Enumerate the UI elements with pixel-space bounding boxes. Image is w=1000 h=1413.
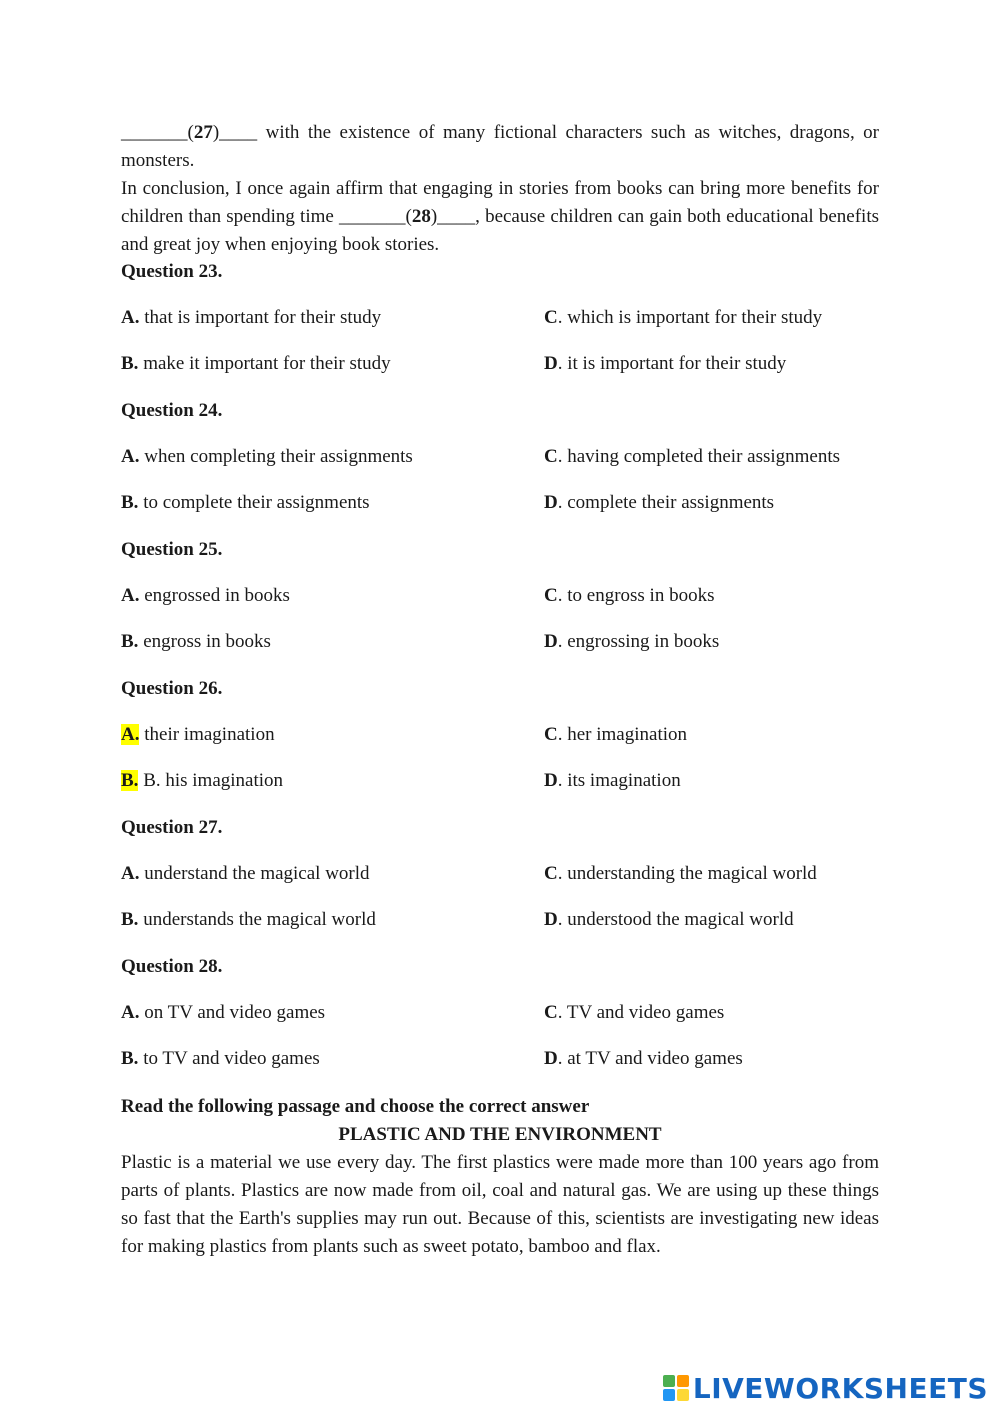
option-c[interactable] <box>544 304 822 332</box>
option-letter: C <box>544 1002 558 1023</box>
option-letter: B. <box>121 631 139 652</box>
option-row <box>121 906 879 952</box>
option-letter: A. <box>121 863 140 884</box>
reading-passage: Plastic is a material we use every day. The first plastics were made more than 100 years ago from parts of plants. Plastics are now made from oil, coal and natural gas. We are using up these things so fast that the Earth's supplies may run out. Because of this, scientists are investigating new ideas for making plastics from plants such as sweet potato, bamboo and flax. <box>121 1152 879 1257</box>
option-b[interactable] <box>121 350 391 378</box>
option-a[interactable] <box>121 860 370 888</box>
option-a[interactable] <box>121 721 275 749</box>
option-text: . TV and video games <box>557 1002 725 1023</box>
option-c[interactable] <box>544 443 840 471</box>
question-title: Question 25. <box>121 539 223 560</box>
question-title: Question 23. <box>121 261 223 282</box>
option-text: their imagination <box>139 724 275 745</box>
option-text: . complete their assignments <box>557 492 775 513</box>
option-text: to TV and video games <box>138 1048 320 1069</box>
conclusion-paragraph <box>121 175 879 259</box>
option-letter: D <box>544 631 558 652</box>
option-b[interactable] <box>121 489 370 517</box>
option-row <box>121 443 879 489</box>
option-text: that is important for their study <box>139 307 382 328</box>
option-letter: B. <box>121 909 139 930</box>
blank-27-prefix: _______( <box>121 122 194 143</box>
logo-text: LIVEWORKSHEETS <box>692 1371 988 1405</box>
option-text: understands the magical world <box>138 909 376 930</box>
option-letter: D <box>544 353 558 374</box>
option-text: . having completed their assignments <box>557 446 841 467</box>
intro-passage <box>121 119 879 259</box>
passage-title: PLASTIC AND THE ENVIRONMENT <box>338 1124 662 1145</box>
liveworksheets-logo-icon <box>663 1375 689 1401</box>
option-row <box>121 582 879 628</box>
option-row <box>121 304 879 350</box>
blank-28-number: 28 <box>411 206 431 227</box>
option-a[interactable] <box>121 304 381 332</box>
blank-28-prefix: In conclusion, I once again affirm that engaging in stories from books can bring more benefits for children than spending time _______( <box>121 178 879 227</box>
option-text: engross in books <box>138 631 271 652</box>
option-a[interactable] <box>121 999 325 1027</box>
question-title: Question 26. <box>121 678 223 699</box>
option-row <box>121 489 879 535</box>
option-d[interactable] <box>544 350 786 378</box>
option-letter: C <box>544 863 558 884</box>
option-letter: B. <box>121 1048 139 1069</box>
option-text: . to engross in books <box>557 585 715 606</box>
option-b[interactable] <box>121 906 376 934</box>
option-c[interactable] <box>544 721 687 749</box>
option-letter: B. <box>121 353 139 374</box>
liveworksheets-logo[interactable] <box>663 1372 988 1404</box>
option-text: . understanding the magical world <box>557 863 817 884</box>
option-d[interactable] <box>544 767 681 795</box>
question-title: Question 24. <box>121 400 223 421</box>
option-b[interactable] <box>121 1045 320 1073</box>
question-23 <box>121 258 879 396</box>
option-text: make it important for their study <box>138 353 391 374</box>
option-text: . its imagination <box>557 770 681 791</box>
option-text: . understood the magical world <box>557 909 794 930</box>
option-text: . which is important for their study <box>557 307 823 328</box>
question-title: Question 28. <box>121 956 223 977</box>
option-c[interactable] <box>544 860 817 888</box>
option-c[interactable] <box>544 999 724 1027</box>
option-d[interactable] <box>544 489 774 517</box>
option-text: . engrossing in books <box>557 631 720 652</box>
option-text: . at TV and video games <box>557 1048 743 1069</box>
question-28 <box>121 953 879 1091</box>
reading-section <box>121 1093 879 1261</box>
option-letter-highlighted: B. <box>121 770 139 791</box>
option-b[interactable] <box>121 628 271 656</box>
option-letter: C <box>544 724 558 745</box>
option-text: . it is important for their study <box>557 353 787 374</box>
question-title: Question 27. <box>121 817 223 838</box>
option-d[interactable] <box>544 1045 743 1073</box>
option-letter: A. <box>121 446 140 467</box>
option-text: . her imagination <box>557 724 688 745</box>
option-letter: A. <box>121 307 140 328</box>
option-text: when completing their assignments <box>139 446 413 467</box>
option-letter-highlighted: A. <box>121 724 140 745</box>
option-letter: C <box>544 307 558 328</box>
passage-line-27 <box>121 119 879 175</box>
question-24 <box>121 397 879 535</box>
option-letter: C <box>544 446 558 467</box>
option-row <box>121 860 879 906</box>
option-text: B. his imagination <box>138 770 284 791</box>
option-row <box>121 721 879 767</box>
option-text: engrossed in books <box>139 585 290 606</box>
option-row <box>121 1045 879 1091</box>
option-letter: B. <box>121 492 139 513</box>
option-text: on TV and video games <box>139 1002 326 1023</box>
option-letter: A. <box>121 1002 140 1023</box>
option-text: understand the magical world <box>139 863 370 884</box>
option-row <box>121 999 879 1045</box>
option-d[interactable] <box>544 906 794 934</box>
question-25 <box>121 536 879 674</box>
option-row <box>121 350 879 396</box>
option-b[interactable] <box>121 767 283 795</box>
blank-27-suffix: )____ with the existence of many fictional characters such as witches, dragons, or monsters. <box>121 122 879 171</box>
option-a[interactable] <box>121 443 413 471</box>
reading-instruction: Read the following passage and choose the correct answer <box>121 1096 590 1117</box>
option-text: to complete their assignments <box>138 492 370 513</box>
option-a[interactable] <box>121 582 290 610</box>
option-letter: D <box>544 770 558 791</box>
blank-27-number: 27 <box>193 122 213 143</box>
option-letter: D <box>544 909 558 930</box>
question-26 <box>121 675 879 813</box>
option-letter: D <box>544 492 558 513</box>
option-d[interactable] <box>544 628 719 656</box>
option-letter: A. <box>121 585 140 606</box>
option-row <box>121 628 879 674</box>
blank-28-suffix: )____, because children can gain both educational benefits and great joy when enjoying book stories. <box>121 206 879 255</box>
option-letter: D <box>544 1048 558 1069</box>
question-27 <box>121 814 879 952</box>
option-c[interactable] <box>544 582 714 610</box>
option-letter: C <box>544 585 558 606</box>
option-row <box>121 767 879 813</box>
